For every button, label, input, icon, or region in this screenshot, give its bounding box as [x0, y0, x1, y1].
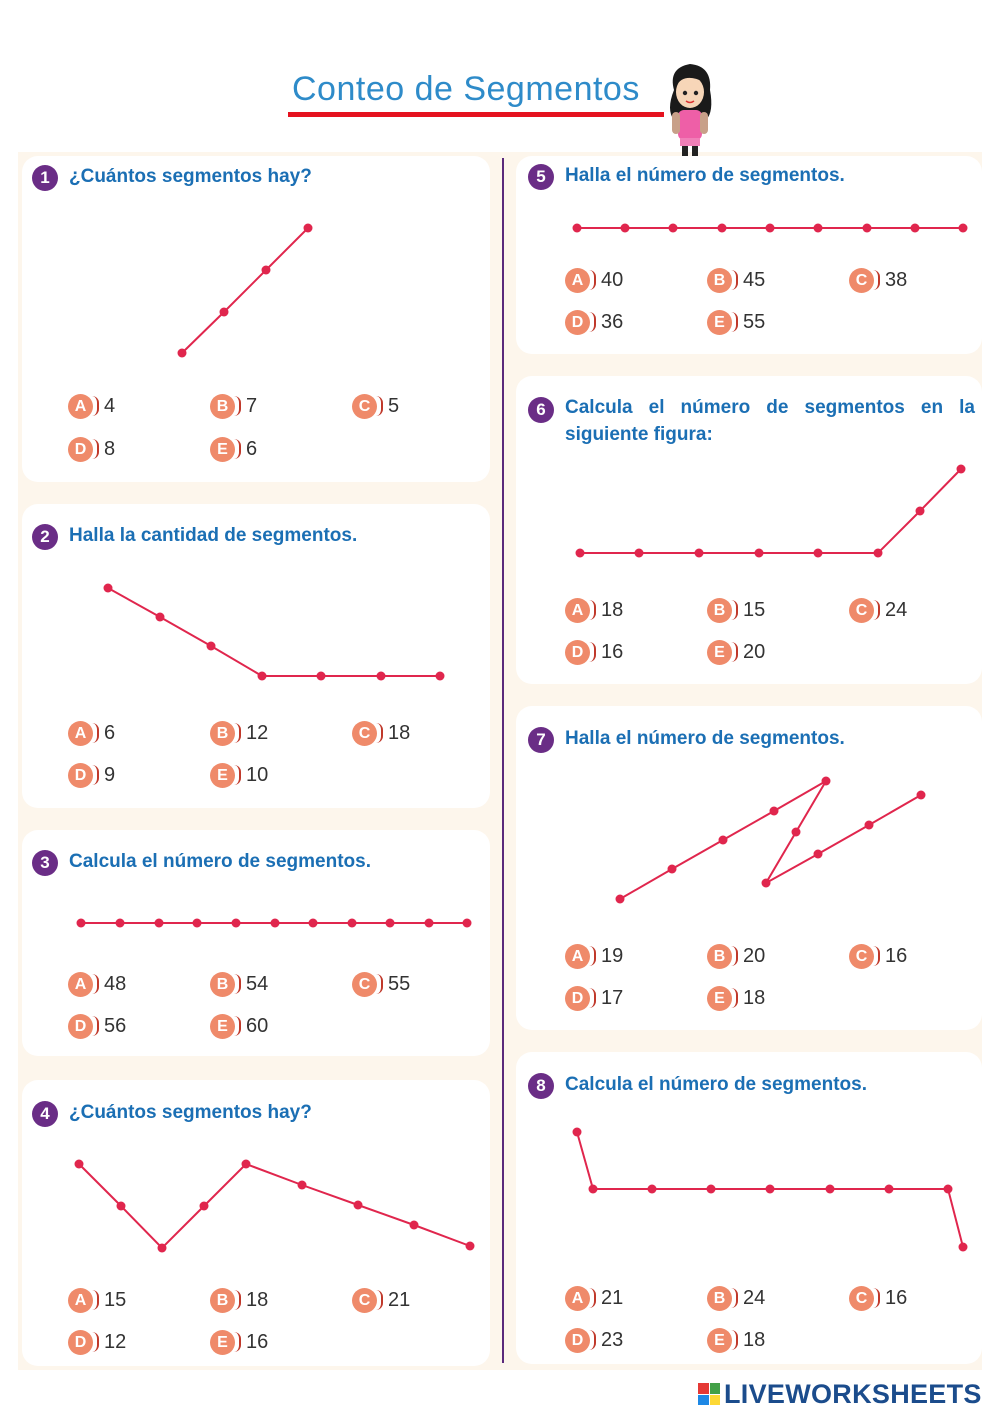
question-text: Halla el número de segmentos. [565, 728, 845, 749]
question-number: 7 [528, 727, 554, 753]
option-2-b[interactable] [210, 720, 268, 746]
option-letter: C [352, 972, 377, 997]
option-letter: B [210, 394, 235, 419]
segment-point [885, 1185, 894, 1194]
option-bracket [731, 1330, 738, 1350]
segment-point [156, 613, 165, 622]
segment-point [695, 549, 704, 558]
option-letter: A [68, 972, 93, 997]
question-number: 1 [32, 165, 58, 191]
option-letter: C [352, 721, 377, 746]
segment-point [957, 465, 966, 474]
option-letter: E [707, 310, 732, 335]
option-value: 8 [104, 437, 116, 460]
segment-point [304, 224, 313, 233]
option-value: 40 [601, 268, 624, 291]
option-letter: A [565, 598, 590, 623]
option-bracket [589, 600, 596, 620]
option-value: 10 [246, 763, 269, 786]
segment-point [77, 919, 86, 928]
segment-point [178, 349, 187, 358]
segment-point [298, 1181, 307, 1190]
option-value: 16 [601, 640, 624, 663]
option-bracket [589, 642, 596, 662]
option-6-c[interactable] [849, 597, 907, 623]
option-1-d[interactable] [68, 436, 115, 462]
question-text: Calcula el número de segmentos. [69, 851, 371, 872]
question-number: 3 [32, 850, 58, 876]
option-7-e[interactable] [707, 985, 765, 1011]
option-letter: C [352, 1288, 377, 1313]
option-6-b[interactable] [707, 597, 765, 623]
question-text: ¿Cuántos segmentos hay? [69, 1102, 312, 1123]
segment-point [576, 549, 585, 558]
option-bracket [92, 765, 99, 785]
segment-point [718, 224, 727, 233]
option-value: 23 [601, 1328, 624, 1351]
option-letter: E [707, 1328, 732, 1353]
segment-point [707, 1185, 716, 1194]
segment-point [220, 308, 229, 317]
option-bracket [92, 1290, 99, 1310]
option-bracket [234, 974, 241, 994]
segment-point [158, 1244, 167, 1253]
segment-point [616, 895, 625, 904]
segment-point [762, 879, 771, 888]
option-8-e[interactable] [707, 1327, 765, 1353]
option-bracket [92, 1016, 99, 1036]
segment-point [719, 836, 728, 845]
option-letter: B [210, 1288, 235, 1313]
option-bracket [873, 946, 880, 966]
segment-point [200, 1202, 209, 1211]
option-value: 16 [885, 944, 908, 967]
option-letter: E [707, 986, 732, 1011]
option-value: 21 [388, 1288, 411, 1311]
option-bracket [92, 396, 99, 416]
option-letter: D [68, 763, 93, 788]
option-value: 20 [743, 944, 766, 967]
option-value: 18 [246, 1288, 269, 1311]
option-letter: D [68, 1330, 93, 1355]
option-7-c[interactable] [849, 943, 907, 969]
figure-3 [77, 919, 472, 928]
option-bracket [731, 600, 738, 620]
option-value: 19 [601, 944, 624, 967]
option-letter: E [210, 437, 235, 462]
segment-point [865, 821, 874, 830]
segment-point [463, 919, 472, 928]
option-value: 15 [743, 598, 766, 621]
segment-point [309, 919, 318, 928]
segment-point [874, 549, 883, 558]
option-bracket [92, 439, 99, 459]
option-bracket [376, 723, 383, 743]
option-7-d[interactable] [565, 985, 623, 1011]
option-letter: A [68, 394, 93, 419]
option-4-b[interactable] [210, 1287, 268, 1313]
option-4-c[interactable] [352, 1287, 410, 1313]
option-bracket [873, 1288, 880, 1308]
option-value: 9 [104, 763, 116, 786]
option-value: 12 [246, 721, 269, 744]
option-1-e[interactable] [210, 436, 257, 462]
option-6-d[interactable] [565, 639, 623, 665]
option-value: 56 [104, 1014, 127, 1037]
option-letter: B [707, 944, 732, 969]
segment-point [766, 224, 775, 233]
option-letter: A [68, 721, 93, 746]
option-letter: B [210, 972, 235, 997]
question-text: Calcula el número de segmentos en la siguiente figura: [565, 397, 975, 445]
option-value: 6 [104, 721, 116, 744]
question-number: 5 [528, 164, 554, 190]
option-letter: A [565, 1286, 590, 1311]
question-text: Halla la cantidad de segmentos. [69, 525, 358, 546]
segment-point [621, 224, 630, 233]
option-8-a[interactable] [565, 1285, 623, 1311]
segment-point [386, 919, 395, 928]
option-value: 4 [104, 394, 116, 417]
option-bracket [234, 1016, 241, 1036]
option-value: 48 [104, 972, 127, 995]
option-value: 54 [246, 972, 269, 995]
segment-point [668, 865, 677, 874]
option-bracket [731, 988, 738, 1008]
segment-point [410, 1221, 419, 1230]
option-letter: E [210, 763, 235, 788]
option-3-c[interactable] [352, 971, 410, 997]
segment-point [826, 1185, 835, 1194]
option-7-b[interactable] [707, 943, 765, 969]
segment-point [466, 1242, 475, 1251]
segment-point [573, 1128, 582, 1137]
option-letter: C [849, 268, 874, 293]
segment-point [271, 919, 280, 928]
option-bracket [589, 312, 596, 332]
option-letter: D [565, 310, 590, 335]
brand-name: LIVEWORKSHEETS [724, 1378, 982, 1409]
option-5-a[interactable] [565, 267, 623, 293]
segment-point [822, 777, 831, 786]
option-letter: D [68, 437, 93, 462]
segment-point [589, 1185, 598, 1194]
option-letter: D [565, 1328, 590, 1353]
segment-point [814, 224, 823, 233]
option-3-b[interactable] [210, 971, 268, 997]
segment-point [766, 1185, 775, 1194]
option-value: 6 [246, 437, 258, 460]
option-value: 17 [601, 986, 624, 1009]
segment-point [814, 850, 823, 859]
option-3-d[interactable] [68, 1013, 126, 1039]
option-letter: A [68, 1288, 93, 1313]
option-bracket [376, 974, 383, 994]
segment-point [959, 1243, 968, 1252]
option-5-d[interactable] [565, 309, 623, 335]
segment-point [425, 919, 434, 928]
option-value: 18 [743, 986, 766, 1009]
option-value: 20 [743, 640, 766, 663]
segment-point [770, 807, 779, 816]
option-8-b[interactable] [707, 1285, 765, 1311]
option-value: 24 [743, 1286, 766, 1309]
segment-point [193, 919, 202, 928]
segment-point [232, 919, 241, 928]
segment-point [116, 919, 125, 928]
figure-8 [573, 1128, 968, 1252]
option-value: 18 [388, 721, 411, 744]
option-6-a[interactable] [565, 597, 623, 623]
segment-point [155, 919, 164, 928]
question-number: 8 [528, 1073, 554, 1099]
segment-point [916, 507, 925, 516]
segment-point [75, 1160, 84, 1169]
liveworksheets-icon [698, 1383, 720, 1405]
option-3-e[interactable] [210, 1013, 268, 1039]
segment-point [242, 1160, 251, 1169]
option-letter: B [707, 598, 732, 623]
option-bracket [589, 946, 596, 966]
option-bracket [873, 600, 880, 620]
option-letter: D [68, 1014, 93, 1039]
option-4-e[interactable] [210, 1329, 268, 1355]
segment-line [79, 1164, 470, 1248]
option-bracket [731, 642, 738, 662]
option-letter: C [849, 1286, 874, 1311]
option-value: 7 [246, 394, 258, 417]
figure-5 [573, 224, 968, 233]
segment-point [635, 549, 644, 558]
option-bracket [234, 396, 241, 416]
option-5-e[interactable] [707, 309, 765, 335]
question-text: Halla el número de segmentos. [565, 165, 845, 186]
option-letter: C [849, 598, 874, 623]
option-value: 38 [885, 268, 908, 291]
option-bracket [234, 1290, 241, 1310]
option-value: 55 [388, 972, 411, 995]
option-1-b[interactable] [210, 393, 257, 419]
segment-line [182, 228, 308, 353]
question-number: 4 [32, 1101, 58, 1127]
figure-4 [75, 1160, 475, 1253]
segment-point [117, 1202, 126, 1211]
option-4-d[interactable] [68, 1329, 126, 1355]
option-bracket [873, 270, 880, 290]
option-2-d[interactable] [68, 762, 115, 788]
segment-point [317, 672, 326, 681]
option-bracket [589, 988, 596, 1008]
segment-point [863, 224, 872, 233]
segment-point [911, 224, 920, 233]
option-bracket [731, 946, 738, 966]
option-bracket [234, 723, 241, 743]
option-1-c[interactable] [352, 393, 399, 419]
segment-point [207, 642, 216, 651]
option-value: 5 [388, 394, 400, 417]
option-4-a[interactable] [68, 1287, 126, 1313]
segment-point [258, 672, 267, 681]
option-letter: B [707, 1286, 732, 1311]
option-value: 16 [246, 1330, 269, 1353]
segment-point [377, 672, 386, 681]
option-bracket [376, 1290, 383, 1310]
option-letter: C [849, 944, 874, 969]
option-letter: A [565, 268, 590, 293]
segment-point [104, 584, 113, 593]
segment-point [262, 266, 271, 275]
question-number: 6 [528, 397, 554, 423]
option-value: 21 [601, 1286, 624, 1309]
question-text: Calcula el número de segmentos. [565, 1074, 867, 1095]
option-2-a[interactable] [68, 720, 115, 746]
option-bracket [731, 312, 738, 332]
option-1-a[interactable] [68, 393, 115, 419]
segment-line [620, 781, 921, 899]
option-bracket [731, 270, 738, 290]
question-number: 2 [32, 524, 58, 550]
option-3-a[interactable] [68, 971, 126, 997]
option-bracket [376, 396, 383, 416]
option-value: 36 [601, 310, 624, 333]
segment-point [573, 224, 582, 233]
option-letter: E [210, 1330, 235, 1355]
option-bracket [92, 723, 99, 743]
segment-point [436, 672, 445, 681]
option-letter: D [565, 640, 590, 665]
figure-7 [616, 777, 926, 904]
option-bracket [92, 1332, 99, 1352]
segment-point [917, 791, 926, 800]
figure-6 [576, 465, 966, 558]
segment-point [814, 549, 823, 558]
option-value: 55 [743, 310, 766, 333]
figure-2 [104, 584, 445, 681]
option-bracket [234, 765, 241, 785]
option-value: 12 [104, 1330, 127, 1353]
segment-line [580, 469, 961, 553]
option-8-c[interactable] [849, 1285, 907, 1311]
question-text: ¿Cuántos segmentos hay? [69, 166, 312, 187]
segment-point [792, 828, 801, 837]
option-letter: E [707, 640, 732, 665]
option-bracket [234, 439, 241, 459]
option-letter: C [352, 394, 377, 419]
option-value: 18 [601, 598, 624, 621]
option-2-c[interactable] [352, 720, 410, 746]
option-bracket [92, 974, 99, 994]
option-8-d[interactable] [565, 1327, 623, 1353]
option-value: 16 [885, 1286, 908, 1309]
option-value: 18 [743, 1328, 766, 1351]
option-letter: E [210, 1014, 235, 1039]
figure-1 [178, 224, 313, 358]
option-5-b[interactable] [707, 267, 765, 293]
segment-point [959, 224, 968, 233]
option-6-e[interactable] [707, 639, 765, 665]
segment-point [354, 1201, 363, 1210]
segment-point [669, 224, 678, 233]
option-letter: D [565, 986, 590, 1011]
segment-point [648, 1185, 657, 1194]
option-letter: A [565, 944, 590, 969]
option-bracket [234, 1332, 241, 1352]
option-bracket [589, 1330, 596, 1350]
segment-point [944, 1185, 953, 1194]
option-value: 60 [246, 1014, 269, 1037]
option-letter: B [707, 268, 732, 293]
option-bracket [731, 1288, 738, 1308]
option-value: 15 [104, 1288, 127, 1311]
option-value: 45 [743, 268, 766, 291]
option-value: 24 [885, 598, 908, 621]
option-7-a[interactable] [565, 943, 623, 969]
option-5-c[interactable] [849, 267, 907, 293]
segment-point [755, 549, 764, 558]
option-2-e[interactable] [210, 762, 268, 788]
liveworksheets-logo [698, 1378, 982, 1410]
option-bracket [589, 270, 596, 290]
page-title: Conteo de Segmentos [292, 70, 640, 108]
segment-point [348, 919, 357, 928]
option-bracket [589, 1288, 596, 1308]
option-letter: B [210, 721, 235, 746]
segment-line [108, 588, 440, 676]
